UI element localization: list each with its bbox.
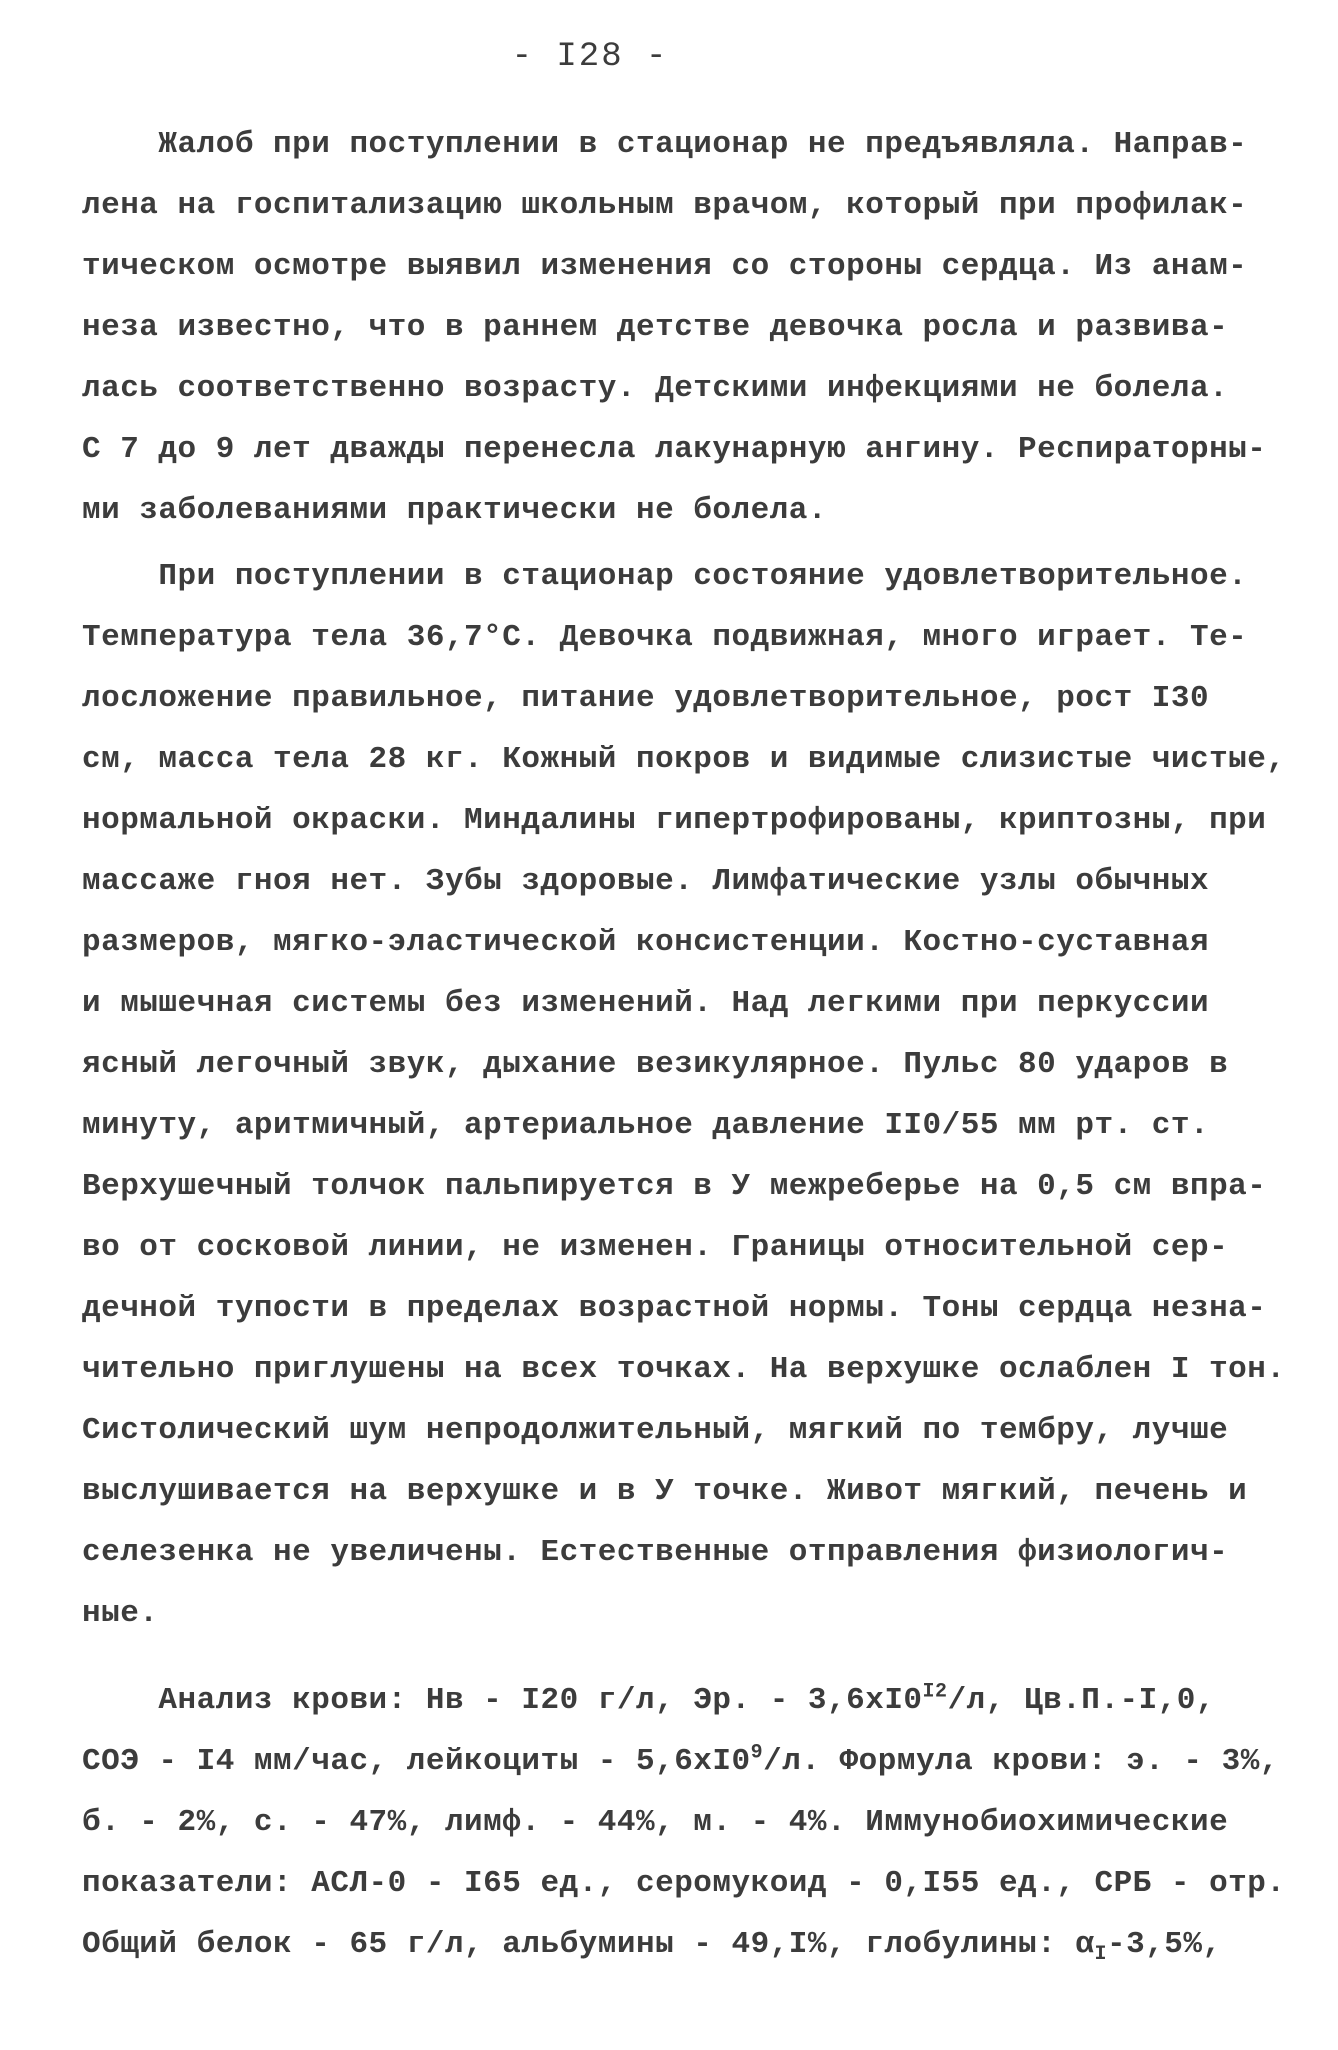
text-line: во от сосковой линии, не изменен. Границы относительной сер-	[82, 1230, 1229, 1265]
text-fragment: Общий белок - 65 г/л, альбумины - 49,I%, глобулины:	[82, 1927, 1076, 1962]
text-line: При поступлении в стационар состояние удовлетворительное.	[82, 559, 1248, 594]
text-fragment: /л. Формула крови: э. - 3%,	[763, 1744, 1279, 1779]
text-line: выслушивается на верхушке и в У точке. Живот мягкий, печень и	[82, 1474, 1248, 1509]
text-line: см, масса тела 28 кг. Кожный покров и видимые слизистые чистые,	[82, 742, 1286, 777]
text-line: ясный легочный звук, дыхание везикулярное. Пульс 80 ударов в	[82, 1047, 1229, 1082]
text-line: лась соответственно возрасту. Детскими инфекциями не болела.	[82, 371, 1229, 406]
status-paragraph	[82, 546, 1286, 1644]
subscript: I	[1094, 1943, 1107, 1967]
text-fragment: -3,5%,	[1106, 1927, 1222, 1962]
complaints-paragraph	[82, 114, 1267, 541]
text-line	[82, 1670, 1262, 1731]
text-line: Систолический шум непродолжительный, мягкий по тембру, лучше	[82, 1413, 1229, 1448]
text-line: Жалоб при поступлении в стационар не предъявляла. Направ-	[82, 127, 1248, 162]
text-line: Верхушечный толчок пальпируется в У межреберье на 0,5 см впра-	[82, 1169, 1267, 1204]
blood-analysis-paragraph	[82, 1670, 1286, 1975]
text-line: тическом осмотре выявил изменения со стороны сердца. Из анам-	[82, 249, 1248, 284]
alpha-symbol: α	[1075, 1927, 1095, 1962]
page-number: - I28 -	[511, 38, 669, 76]
text-line: показатели: АСЛ-0 - I65 ед., серомукоид - 0,I55 ед., СРБ - отр.	[82, 1866, 1286, 1901]
text-line: и мышечная системы без изменений. Над легкими при перкуссии	[82, 986, 1210, 1021]
text-fragment: Анализ крови: Нв - I20 г/л, Эр. - 3,6хI0	[82, 1683, 923, 1718]
text-fragment: /л, Цв.П.-I,0,	[947, 1683, 1216, 1718]
text-line: ные.	[82, 1596, 159, 1631]
text-line	[82, 1731, 1279, 1792]
text-line: Температура тела 36,7°С. Девочка подвижная, много играет. Те-	[82, 620, 1248, 655]
text-line: ми заболеваниями практически не болела.	[82, 493, 828, 528]
superscript: 9	[750, 1741, 764, 1765]
text-fragment: СОЭ - I4 мм/час, лейкоциты - 5,6хI0	[82, 1744, 751, 1779]
text-line: б. - 2%, с. - 47%, лимф. - 44%, м. - 4%. Иммунобиохимические	[82, 1805, 1229, 1840]
text-line: размеров, мягко-эластической консистенции. Костно-суставная	[82, 925, 1210, 960]
text-line: минуту, аритмичный, артериальное давление II0/55 мм рт. ст.	[82, 1108, 1210, 1143]
text-line: неза известно, что в раннем детстве девочка росла и развива-	[82, 310, 1229, 345]
text-line: селезенка не увеличены. Естественные отправления физиологич-	[82, 1535, 1229, 1570]
superscript: I2	[922, 1680, 948, 1704]
text-line: С 7 до 9 лет дважды перенесла лакунарную ангину. Респираторны-	[82, 432, 1267, 467]
text-line: нормальной окраски. Миндалины гипертрофированы, криптозны, при	[82, 803, 1267, 838]
text-line	[82, 1914, 1262, 1975]
text-line: дечной тупости в пределах возрастной нормы. Тоны сердца незна-	[82, 1291, 1267, 1326]
text-line: массаже гноя нет. Зубы здоровые. Лимфатические узлы обычных	[82, 864, 1210, 899]
text-line: лосложение правильное, питание удовлетворительное, рост I30	[82, 681, 1210, 716]
text-line: чительно приглушены на всех точках. На верхушке ослаблен I тон.	[82, 1352, 1286, 1387]
text-line: лена на госпитализацию школьным врачом, который при профилак-	[82, 188, 1248, 223]
